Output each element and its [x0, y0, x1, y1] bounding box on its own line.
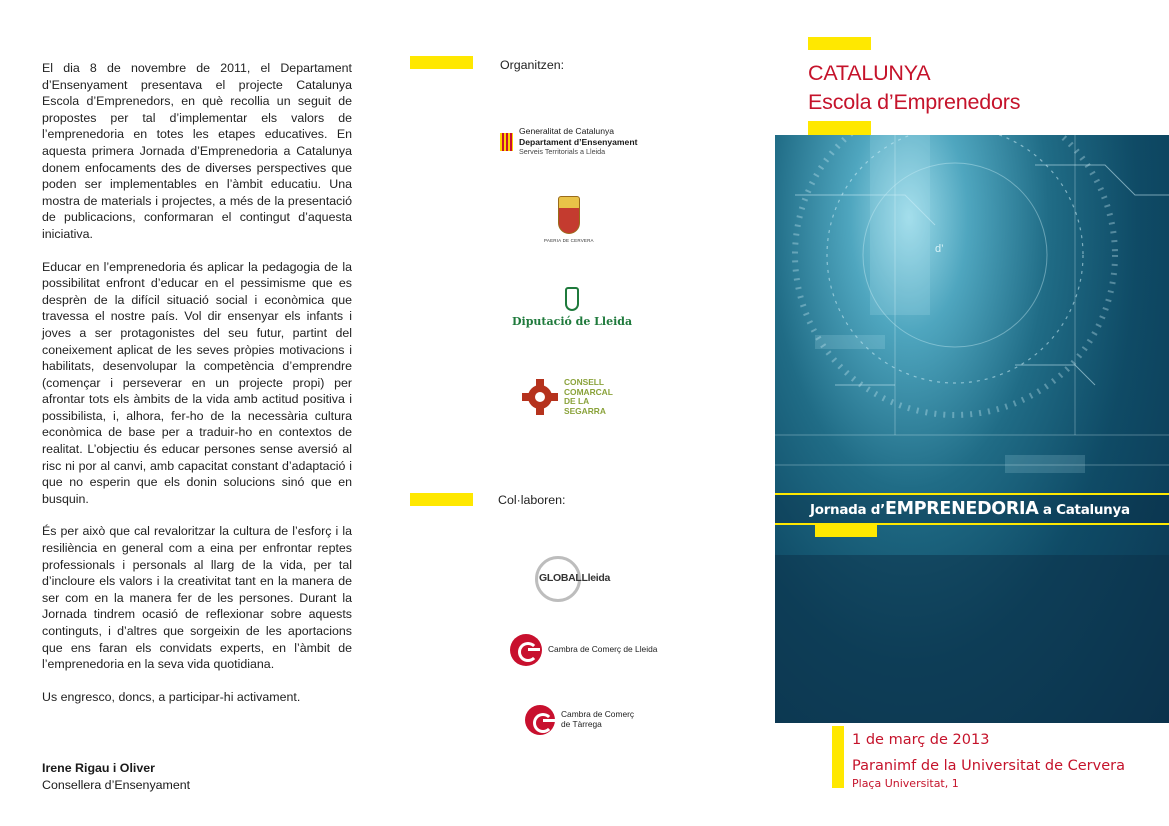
segarra-line3: DE LA	[564, 396, 590, 407]
yellow-bar-title-top	[808, 37, 871, 50]
signature	[42, 760, 190, 793]
senyera-icon	[500, 133, 513, 151]
diputacio-name: Diputació de Lleida	[512, 315, 633, 328]
yellow-bar-event	[832, 726, 844, 788]
event-venue: Paranimf de la Universitat de Cervera	[852, 758, 1125, 774]
gear-icon	[522, 379, 558, 415]
intro-text	[42, 60, 352, 721]
segarra-logo	[522, 378, 613, 416]
banner-pre: Jornada d’	[810, 502, 885, 518]
intro-paragraph-2: Educar en l’emprenedoria és aplicar la pedagogia de la possibilitat enfront d’educar en el pessimisme que es desprèn de la difícil situació social i econòmica que travessa el nostre país. Vol dir ensenyar els infants i joves a ser protagonistes del seu futur, partint del coneixement aplicat de les seves pròpies motivacions i habilitats, desenvolupar la competència d’emprendre (començar i perseverar en un projecte propi) per afrontar tots els àmbits de la vida amb actitud positiva i possibilista, i, alhora, fer-ho de la necessària cultura econòmica de base per a traduir-ho en contextos de realitat. L’objectiu és educar persones sense aversió al risc ni por al canvi, amb capacitat constant d’adaptació i que no esperin que els donin solucions sinó que en busquin.	[42, 259, 352, 506]
global-lleida-logo	[535, 556, 611, 602]
cover-title-escola: Escola d’Emprenedors	[808, 90, 1021, 114]
banner-emphasis: EMPRENEDORIA	[884, 499, 1039, 519]
yellow-notch	[815, 525, 877, 537]
segarra-line1: CONSELL	[564, 377, 605, 387]
diputacio-emblem-icon	[565, 287, 579, 311]
banner-post: a Catalunya	[1038, 502, 1130, 518]
cover-title-catalunya: CATALUNYA	[808, 61, 931, 85]
coat-of-arms-icon	[558, 196, 580, 234]
intro-paragraph-4: Us engresco, doncs, a participar-hi activament.	[42, 689, 301, 704]
cambra-c-icon	[525, 705, 555, 735]
cambra-tarrega-logo	[525, 705, 634, 735]
cover-fragment-text: d’	[935, 243, 944, 255]
banner-text	[810, 499, 1130, 519]
cambra-lleida-logo	[510, 634, 657, 666]
segarra-line2: COMARCAL	[564, 386, 613, 397]
cover-image	[775, 135, 1169, 723]
generalitat-line1: Generalitat de Catalunya	[519, 126, 615, 136]
generalitat-line2: Departament d’Ensenyament	[519, 136, 638, 147]
event-date: 1 de març de 2013	[852, 732, 990, 748]
cambra-c-icon	[510, 634, 542, 666]
intro-paragraph-1: El dia 8 de novembre de 2011, el Departament d’Ensenyament presentava el projecte Catalunya Escola d’Emprenedors, en què recollia un seguit de propostes per tal d’implementar els valors de l’emprenedoria en totes les etapes educatives. En aquesta primera Jornada d’Emprenedoria a Catalunya donem enfocaments des de diverses perspectives que poden ser implementables en l’àmbit educatiu. Una mostra de materials i projectes, a més de la presentació de publicacions, conformaran el contingut d’aquesta iniciativa.	[42, 61, 352, 241]
event-banner	[775, 493, 1169, 525]
globe-icon	[535, 556, 611, 602]
cambra-lleida-name: Cambra de Comerç de Lleida	[548, 644, 658, 655]
cambra-tarrega-line1: Cambra de Comerç	[561, 709, 635, 720]
generalitat-logo	[500, 126, 637, 158]
organizers-label: Organitzen:	[500, 58, 565, 72]
event-address: Plaça Universitat, 1	[852, 777, 959, 790]
tech-graphic	[775, 135, 1169, 723]
cambra-tarrega-line2: de Tàrrega	[561, 719, 602, 729]
signature-role: Consellera d’Ensenyament	[42, 777, 191, 792]
intro-paragraph-3: És per això que cal revaloritzar la cultura de l’esforç i la resiliència en general com a eina per enfrontar reptes professionals i personals al llarg de la vida, per tal d’incloure els valors i la creativitat tant en la manera de ser com en la manera fer de les persones. Durant la Jornada tindrem ocasió de reflexionar sobre aquests continguts, i d’altres que sorgeixin de les aportacions que ens faran els convidats experts, en l’àmbit de l’emprenedoria en la seva vida quotidiana.	[42, 524, 352, 672]
cervera-caption: PAERIA DE CERVERA	[544, 238, 594, 243]
yellow-bar-organizers	[410, 56, 473, 69]
signature-name: Irene Rigau i Oliver	[42, 761, 155, 775]
yellow-bar-title-bottom	[808, 121, 871, 135]
generalitat-line3: Serveis Territorials a Lleida	[519, 147, 606, 156]
diputacio-logo	[512, 287, 632, 328]
segarra-line4: SEGARRA	[564, 405, 606, 416]
collaborators-label: Col·laboren:	[498, 493, 566, 507]
global-lleida-name: GLOBALLleida	[539, 572, 611, 584]
yellow-bar-collaborators	[410, 493, 473, 506]
cervera-logo	[544, 196, 594, 243]
